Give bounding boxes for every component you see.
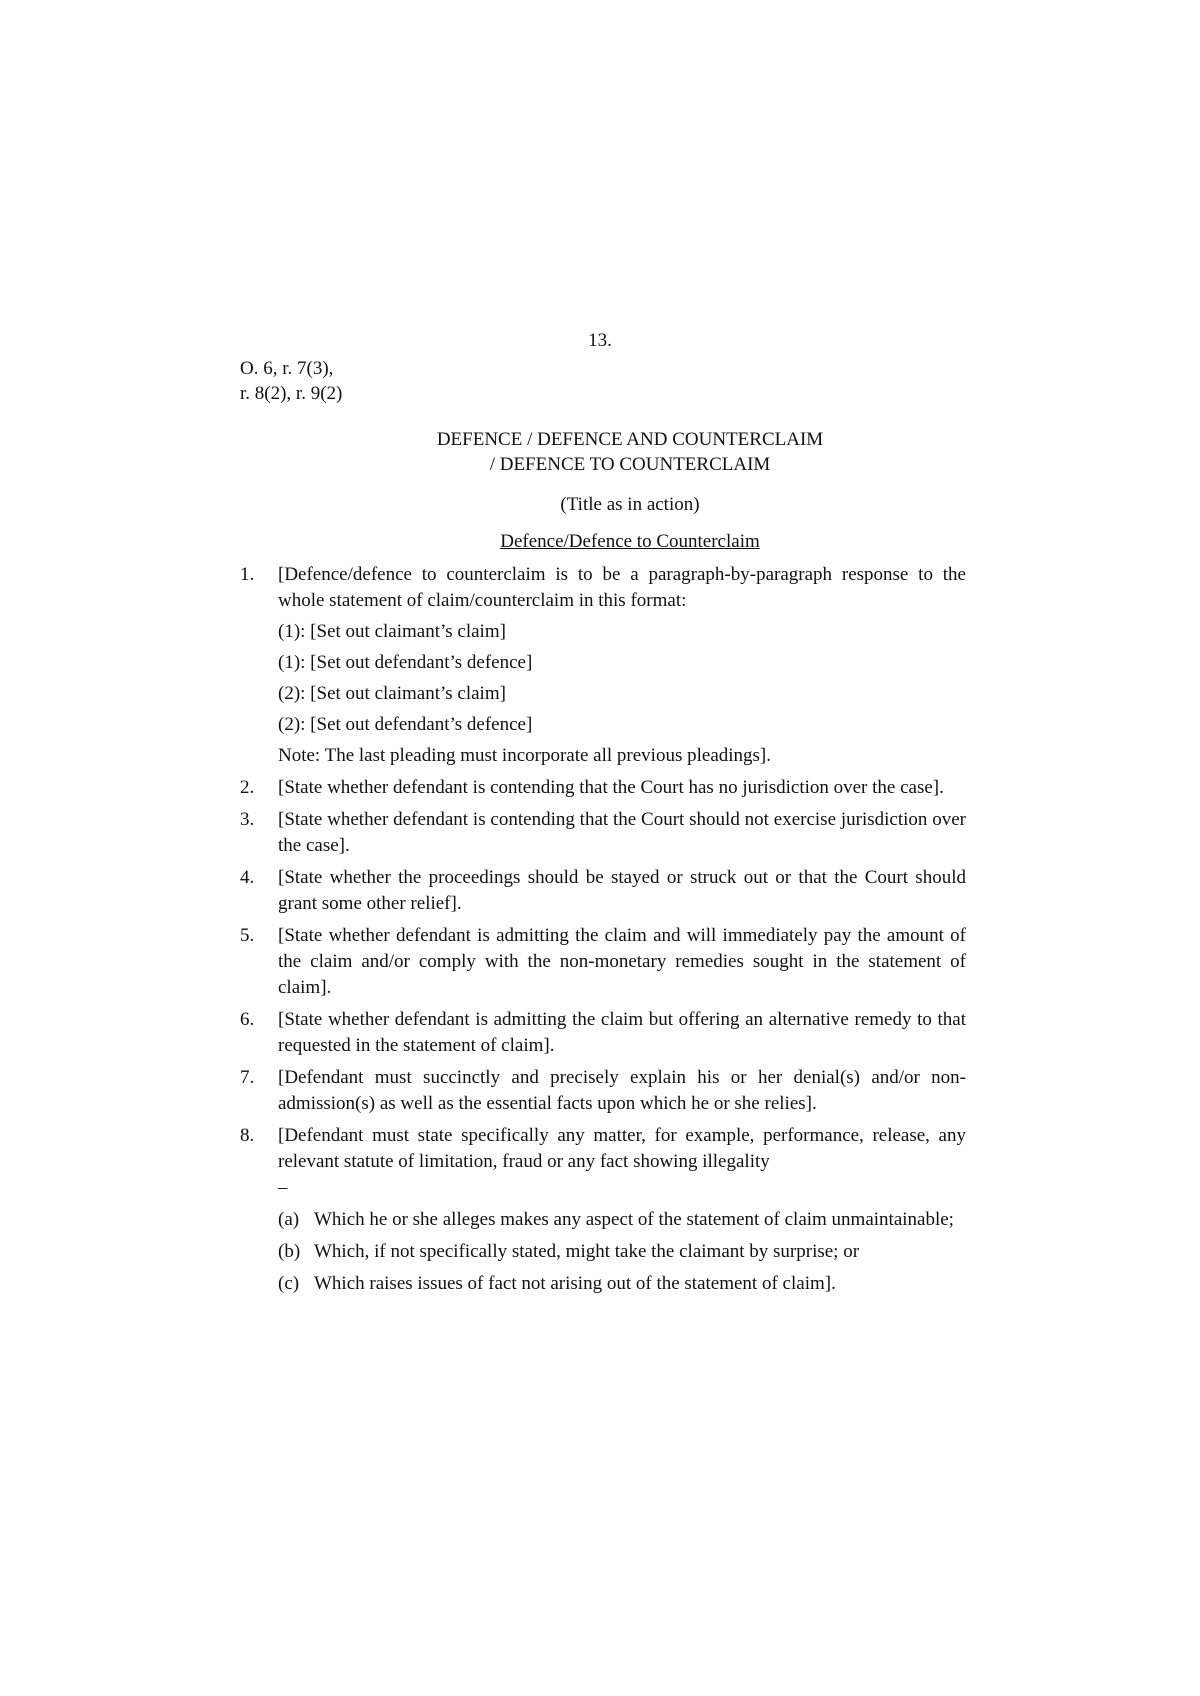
item-text: [State whether defendant is admitting the claim but offering an alternative remedy to that requested in the statement of claim]. [278,1009,966,1056]
format-line: (1): [Set out defendant’s defence] [278,652,533,673]
item-text: [Defendant must succinctly and precisely explain his or her denial(s) and/or non-admission(s) as well as the essential facts upon which he or she relies]. [278,1067,966,1114]
list-item [240,562,966,769]
margin-reference-line: r. 8(2), r. 9(2) [240,383,343,404]
format-note: Note: The last pleading must incorporate all previous pleadings]. [278,745,771,766]
title-note: (Title as in action) [560,494,700,515]
item-text: [State whether defendant is contending that the Court has no jurisdiction over the case]. [278,777,944,798]
sub-item [278,1271,966,1297]
item-number: 2. [240,777,255,798]
numbered-list [240,562,966,1303]
dash-line: – [278,1177,288,1198]
sub-item [278,1239,966,1265]
sub-item-text: Which raises issues of fact not arising out of the statement of claim]. [314,1273,836,1294]
item-number: 5. [240,925,255,946]
margin-reference-line: O. 6, r. 7(3), [240,358,334,379]
sub-item-letter: (c) [278,1273,300,1294]
sub-item-letter: (a) [278,1209,300,1230]
format-line: (2): [Set out claimant’s claim] [278,683,506,704]
list-item [240,807,966,859]
format-line: (2): [Set out defendant’s defence] [278,714,533,735]
list-item [240,923,966,1001]
list-item [240,1123,966,1297]
page-number: 13. [588,330,612,351]
item-text: [State whether defendant is contending that the Court should not exercise jurisdiction over the case]. [278,809,966,856]
sub-item-text: Which, if not specifically stated, might take the claimant by surprise; or [314,1241,860,1262]
list-item [240,775,966,801]
item-text: [Defence/defence to counterclaim is to be a paragraph-by-paragraph response to the whole statement of claim/counterclaim in this format: [278,564,966,611]
format-line: (1): [Set out claimant’s claim] [278,621,506,642]
list-item [240,1065,966,1117]
form-title [300,427,960,477]
form-title-line: / DEFENCE TO COUNTERCLAIM [489,454,771,475]
item-text: [State whether defendant is admitting the claim and will immediately pay the amount of the claim and/or comply with the non-monetary remedies sought in the statement of claim]. [278,925,966,998]
margin-reference [240,356,342,406]
item-number: 7. [240,1067,255,1088]
item-number: 6. [240,1009,255,1030]
section-heading: Defence/Defence to Counterclaim [500,531,760,552]
list-item [240,1007,966,1059]
sub-item-letter: (b) [278,1241,301,1262]
sub-item [278,1207,966,1233]
item-text: [Defendant must state specifically any matter, for example, performance, release, any relevant statute of limitation, fraud or any fact showing illegality [278,1125,966,1172]
item-number: 3. [240,809,255,830]
item-number: 4. [240,867,255,888]
form-title-line: DEFENCE / DEFENCE AND COUNTERCLAIM [436,429,824,450]
list-item [240,865,966,917]
item-number: 8. [240,1125,255,1146]
sub-item-text: Which he or she alleges makes any aspect of the statement of claim unmaintainable; [314,1209,954,1230]
item-number: 1. [240,564,255,585]
item-text: [State whether the proceedings should be stayed or struck out or that the Court should grant some other relief]. [278,867,966,914]
